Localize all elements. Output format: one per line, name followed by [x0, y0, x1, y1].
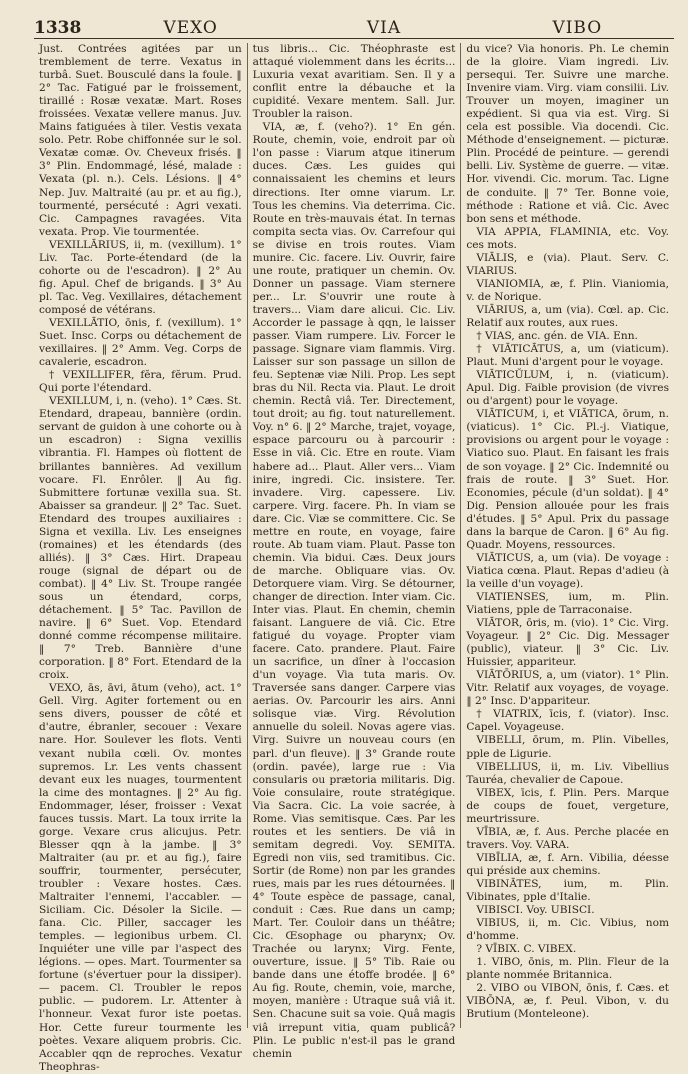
header-word-center: VIA: [366, 18, 402, 38]
column-right: [460, 43, 674, 1028]
dictionary-entry: VIBIUS, ii, m. Cic. Vibius, nom d'homme.: [466, 917, 670, 943]
dictionary-entry: VIĀTŌRIUS, a, um (viator). 1° Plin. Vitr. Relatif aux voyages, de voyage. ‖ 2° Insc. D'appariteur.: [466, 669, 670, 708]
dictionary-entry: VIBĪLIA, æ, f. Arn. Vibilia, déesse qui préside aux chemins.: [466, 851, 670, 877]
page-number: 1338: [34, 18, 82, 38]
dictionary-entry: † VIAS, anc. gén. de VIA. Enn.: [476, 330, 638, 343]
dictionary-entry: VIĀTICŬLUM, i, n. (viaticum). Apul. Dig. Faible provision (de vivres ou d'argent) pour le voyage.: [466, 369, 670, 408]
dictionary-entry: 1. VIBO, ōnis, m. Plin. Fleur de la plante nommée Britannica.: [466, 956, 670, 982]
running-header: [34, 12, 674, 39]
dictionary-entry: VIĀLIS, e (via). Plaut. Serv. C. VIARIUS.: [466, 251, 670, 277]
column-left: [34, 43, 247, 1073]
dictionary-entry: VIA, æ, f. (veho?). 1° En gén. Route, chemin, voie, endroit par où l'on passe : Viarum atque itinerum duces. Cæs. Les guides qui connaissaient les chemins et leurs directions. Iter omne viarum. Lr. Tous les chemins. Via deterrima. Cic. Route en très-mauvais état. In ternas compita secta vias. Ov. Carrefour qui se divise en trois routes. Viam munire. Cic. facere. Liv. Ouvrir, faire une route, pratiquer un chemin. Ov. Donner un passage. Viam sternere per... Lr. S'ouvrir une route à travers... Viam dare alicui. Cic. Liv. Accorder le passage à qqn, le laisser passer. Viam rumpere. Liv. Forcer le passage. Signare viam flammis. Virg. Laisser sur son passage un sillon de feu. Septenæ viæ Nili. Prop. Les sept bras du Nil. Recta via. Plaut. Le droit chemin. Rectâ viâ. Ter. Directement, tout droit; au fig. tout naturellement. Voy. n° 6. ‖ 2° Marche, trajet, voyage, espace parcouru ou à parcourir : Esse in viâ. Cic. Etre en route. Viam habere ad... Plaut. Aller vers... Viam inire, ingredi. Cic. insistere. Ter. invadere. Virg. capessere. Liv. carpere. Virg. facere. Ph. In viam se dare. Cic. Viæ se committere. Cic. Se mettre en route, en voyage, faire route. Ab tuam viam. Plaut. Passe ton chemin. Via bidui. Cæs. Deux jours de marche. Obliquare vias. Ov. Detorquere viam. Virg. Se détourner, changer de direction. Inter viam. Cic. Inter vias. Plaut. En chemin, chemin faisant. Languere de viâ. Cic. Etre fatigué du voyage. Propter viam facere. Cato. prandere. Plaut. Faire un sacrifice, un dîner à l'occasion d'un voyage. Via tuta maris. Ov. Traversée sans danger. Carpere vias aerias. Ov. Parcourir les airs. Anni solisque viæ. Virg. Révolution annuelle du soleil. Novas agere vias. Virg. Suivre un nouveau cours (en parl. d'un fleuve). ‖ 3° Grande route (ordin. pavée), large rue : Via consularis ou prætoria militaris. Dig. Voie consulaire, route stratégique. Via Sacra. Cic. La voie sacrée, à Rome. Vias semitisque. Cæs. Par les routes et les sentiers. De viâ in semitam degredi. Voy. SEMITA. Egredi non viis, sed tramitibus. Cic. Sortir (de Rome) non par les grandes rues, mais par les rues détournées. ‖ 4° Toute espèce de passage, canal, conduit : Cæs. Rue dans un camp; Mart. Ter. Couloir dans un théâtre; Cic. Œsophage ou pharynx; Ov. Trachée ou larynx; Virg. Fente, ouverture, issue. ‖ 5° Tib. Raie ou bande dans une étoffe brodée. ‖ 6° Au fig. Route, chemin, voie, marche, moyen, manière : Utraque suâ viâ it. Sen. Chacune suit sa voie. Quâ magis viâ irrepunt vitia, quam publicâ? Plin. Le public n'est-il pas le grand chemin: [252, 121, 456, 1060]
entry-continuation: Just. Contrées agitées par un tremblement de terre. Vexatus in turbâ. Suet. Bousculé dans la foule. ‖ 2° Tac. Fatigué par le froissement, tiraillé : Rosæ vexatæ. Mart. Roses froissées. Vexatæ vellere manus. Juv. Mains fatiguées à tiler. Vestis vexata solo. Petr. Robe chiffonnée sur le sol. Vexatæ comæ. Ov. Cheveux frisés. ‖ 3° Plin. Endommagé, lésé, malade : Vexata (pl. n.). Cels. Lésions. ‖ 4° Nep. Juv. Maltraité (au pr. et au fig.), tourmenté, persécuté : Agri vexati. Cic. Campagnes ravagées. Vita vexata. Prop. Vie tourmentée.: [39, 43, 242, 238]
dictionary-entry: VIA APPIA, FLAMINIA, etc. Voy. ces mots.: [466, 225, 670, 251]
dictionary-entry: VIBISCI. Voy. UBISCI.: [476, 904, 595, 917]
dictionary-entry: VIBEX, īcis, f. Plin. Pers. Marque de coups de fouet, vergeture, meurtrissure.: [466, 786, 670, 825]
column-center: [247, 43, 461, 1060]
dictionary-entry: † VIATRIX, īcis, f. (viator). Insc. Capel. Voyageuse.: [466, 708, 670, 734]
dictionary-entry: VIĀRIUS, a, um (via). Cœl. ap. Cic. Relatif aux routes, aux rues.: [466, 303, 670, 329]
dictionary-entry: † VIĀTICĀTUS, a, um (viaticum). Plaut. Muni d'argent pour le voyage.: [466, 343, 670, 369]
dictionary-entry: VEXILLĀRIUS, ii, m. (vexillum). 1° Liv. Tac. Porte-étendard (de la cohorte ou de l'escadron). ‖ 2° Au fig. Apul. Chef de brigands. ‖ 3° Au pl. Tac. Veg. Vexillaires, détachement composé de vétérans.: [39, 238, 242, 316]
dictionary-entry: 2. VIBO ou VIBON, ōnis, f. Cæs. et VIBŌNA, æ, f. Peul. Vibon, v. du Brutium (Monteleone).: [466, 982, 670, 1021]
dictionary-entry: VIANIOMIA, æ, f. Plin. Vianiomia, v. de Norique.: [466, 277, 670, 303]
header-word-left: VEXO: [163, 18, 218, 38]
entry-continuation: tus libris... Cic. Théophraste est attaqué violemment dans les écrits... Luxuria vexat avaritiam. Sen. Il y a conflit entre la débauche et la cupidité. Vexare mentem. Sall. Jur. Troubler la raison.: [252, 43, 456, 121]
dictionary-entry: VIATIENSES, ium, m. Plin. Viatiens, pple de Tarraconaise.: [466, 590, 670, 617]
dictionary-entry: VIBINĀTES, ium, m. Plin. Vibinates, pple d'Italie.: [466, 878, 670, 904]
dictionary-entry: VEXILLUM, i, n. (veho). 1° Cæs. St. Etendard, drapeau, bannière (ordin. servant de guidon à une cohorte ou à un escadron) : Signa vexillis vibrantia. Fl. Hampes où flottent de brillantes bannières. Ad vexillum vocare. Fl. Enrôler. ‖ Au fig. Submittere fortunæ vexilla sua. St. Abaisser sa grandeur. ‖ 2° Tac. Suet. Etendard des troupes auxiliaires : Signa et vexilla. Liv. Les enseignes (romaines) et les étendards (des alliés). ‖ 3° Cæs. Hirt. Drapeau rouge (signal de départ ou de combat). ‖ 4° Liv. St. Troupe rangée sous un étendard, corps, détachement. ‖ 5° Tac. Pavillon de navire. ‖ 6° Suet. Vop. Etendard donné comme récompense militaire. ‖ 7° Treb. Bannière d'une corporation. ‖ 8° Fort. Etendard de la croix.: [39, 395, 242, 682]
dictionary-entry: VIĀTICUS, a, um (via). De voyage : Viatica cœna. Plaut. Repas d'adieu (à la veille d'un voyage).: [466, 551, 670, 590]
dictionary-entry: VEXILLĀTIO, ōnis, f. (vexillum). 1° Suet. Insc. Corps ou détachement de vexillaires. ‖ 2° Amm. Veg. Corps de cavalerie, escadron.: [39, 316, 242, 369]
dictionary-entry: VEXO, ās, āvi, ātum (veho), act. 1° Gell. Virg. Agiter fortement ou en sens divers, pousser de côté et d'autre, ébranler, secouer : Vexare nare. Hor. Soulever les flots. Venti vexant nubila cœli. Ov. montes supremos. Lr. Les vents chassent devant eux les nuages, tourmentent la cime des montagnes. ‖ 2° Au fig. Endommager, léser, froisser : Vexat fauces tussis. Mart. La toux irrite la gorge. Vexare crus alicujus. Petr. Blesser qqn à la jambe. ‖ 3° Maltraiter (au pr. et au fig.), faire souffrir, tourmenter, persécuter, troubler : Vexare hostes. Cæs. Maltraiter l'ennemi, l'accabler. — Siciliam. Cic. Désoler la Sicile. — fana. Cic. Piller, saccager les temples. — legionibus urbem. Cl. Inquiéter une ville par l'aspect des légions. — opes. Mart. Tourmenter sa fortune (s'évertuer pour la dissiper). — pacem. Cl. Troubler le repos public. — pudorem. Lr. Attenter à l'honneur. Vexat furor iste poetas. Hor. Cette fureur tourmente les poètes. Vexare aliquem probris. Cic. Accabler qqn de reproches. Vexatur Theophras-: [39, 682, 242, 1073]
dictionary-entry: ? VĪBIX. C. VIBEX.: [476, 943, 577, 956]
dictionary-entry: † VEXILLIFER, fĕra, fĕrum. Prud. Qui porte l'étendard.: [39, 369, 242, 395]
dictionary-entry: VIBELLI, ōrum, m. Plin. Vibelles, pple de Ligurie.: [466, 734, 670, 760]
dictionary-entry: VIĀTOR, ōris, m. (vio). 1° Cic. Virg. Voyageur. ‖ 2° Cic. Dig. Messager (public), viateur. ‖ 3° Cic. Liv. Huissier, appariteur.: [466, 617, 670, 669]
entry-continuation: du vice? Via honoris. Ph. Le chemin de la gloire. Viam ingredi. Liv. persequi. Ter. Suivre une marche. Invenire viam. Virg. viam consilii. Liv. Trouver un moyen, imaginer un expédient. Si qua via est. Virg. Si cela est possible. Via docendi. Cic. Méthode d'enseignement. — picturæ. Plin. Procédé de peinture. — gerendi belli. Liv. Système de guerre. — vitæ. Hor. vivendi. Cic. morum. Tac. Ligne de conduite. ‖ 7° Ter. Bonne voie, méthode : Ratione et viâ. Cic. Avec bon sens et méthode.: [466, 43, 670, 225]
dictionary-entry: VIBELLIUS, ii, m. Liv. Vibellius Tauréa, chevalier de Capoue.: [466, 760, 670, 786]
text-columns: [34, 43, 674, 1073]
header-word-right: VIBO: [552, 18, 603, 38]
dictionary-entry: VĪBIA, æ, f. Aus. Perche placée en travers. Voy. VARA.: [466, 825, 670, 851]
dictionary-entry: VIĀTICUM, i, et VIĀTICA, ōrum, n. (viaticus). 1° Cic. Pl.-j. Viatique, provisions ou argent pour le voyage : Viatico suo. Plaut. En faisant les frais de son voyage. ‖ 2° Cic. Indemnité ou frais de route. ‖ 3° Suet. Hor. Economies, pécule (d'un soldat). ‖ 4° Dig. Pension allouée pour les frais d'études. ‖ 5° Apul. Prix du passage dans la barque de Caron. ‖ 6° Au fig. Quadr. Moyens, ressources.: [466, 408, 670, 551]
